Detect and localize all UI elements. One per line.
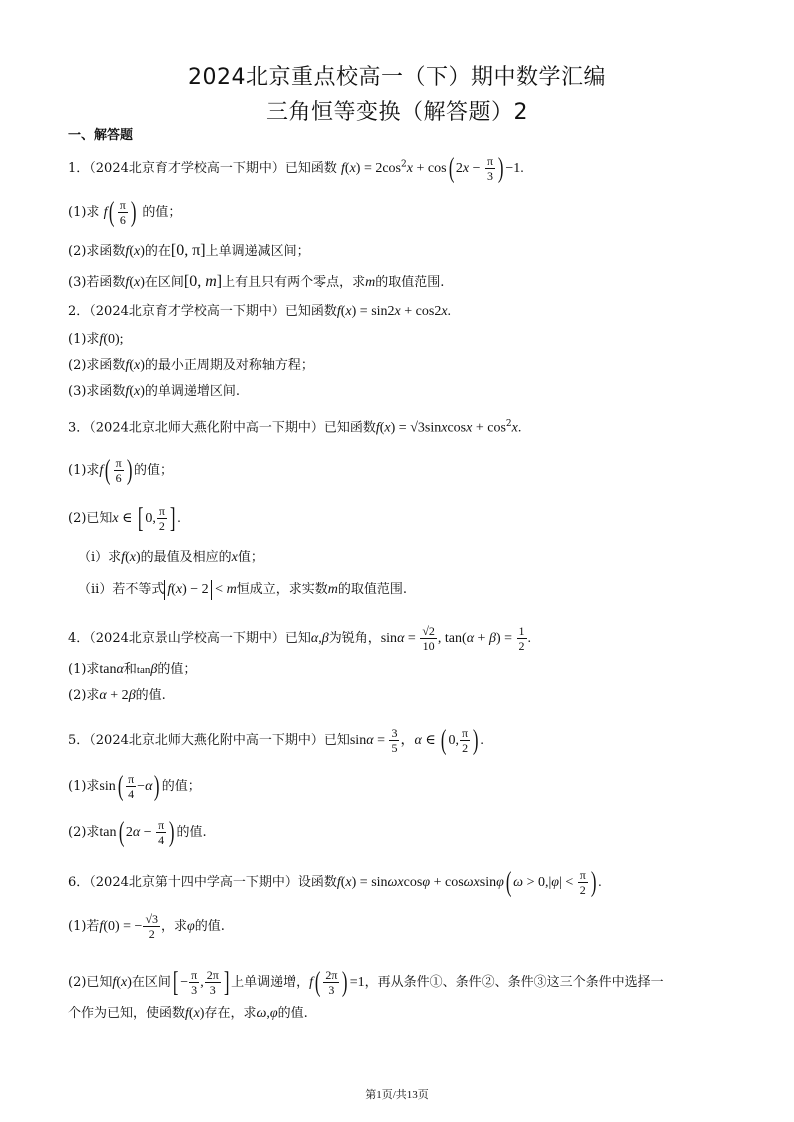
doc-title-line1: 2024北京重点校高一（下）期中数学汇编 (188, 65, 606, 90)
section-heading: 一、解答题 (68, 128, 134, 143)
problem-6-q2-cont: 个作为已知，使函数f(x)存在，求ω,φ的值. (68, 1006, 308, 1021)
problem-1-q3: (3)若函数f(x)在区间[0, m]上有且只有两个零点，求m的取值范围. (68, 273, 445, 290)
problem-1-q2: (2)求函数f(x)的在[0, π]上单调递减区间； (68, 242, 310, 259)
problem-3-q2: (2)已知x ∈ [ 0, $\frac{\pi}{2}$ ] . (68, 502, 181, 534)
problem-1-statement: 1．（2024北京育才学校高一下期中）已知函数 $f(x) = 2\cos^2x + \cos$( 2x − $\frac{\pi}{3}$ ) −1. (68, 152, 524, 184)
p1-formula: f (341, 161, 345, 176)
problem-3-qii: （ii）若不等式 f(x) − 2 < m恒成立，求实数m的取值范围. (78, 580, 407, 600)
problem-6-q2: (2)已知f(x)在区间[ − $\frac{\pi}{3}$ , $\frac{2\pi}{3}$ ] 上单调递增，f( $\frac{2\pi}{3}$ ) =1，再从条件①、条件②、条件③这三个条件中选择一 (68, 966, 664, 998)
p1-intro: 1．（2024北京育才学校高一下期中）已知函数 (68, 161, 337, 176)
problem-6-q1: (1)若f(0) = − $\frac{√3}{2}$ ，求φ的值. (68, 912, 225, 941)
problem-4-statement: 4．（2024北京景山学校高一下期中）已知α,β为锐角，sinα = $\frac{√2}{10}$ , tan(α + β) = $\frac{1}{2}$ . (68, 624, 531, 653)
problem-5-q1: (1)求sin( $\frac{\pi}{4}$ −α) 的值； (68, 770, 201, 802)
problem-5-q2: (2)求tan( 2α − $\frac{\pi}{4}$ ) 的值. (68, 816, 207, 848)
problem-3-statement: 3．（2024北京北师大燕化附中高一下期中）已知函数f(x) = √3sinxcosx + $\cos^2x$. (68, 419, 522, 436)
page-footer: 第1页/共13页 (365, 1089, 429, 1101)
problem-2-q3: (3)求函数f(x)的单调递增区间. (68, 384, 241, 399)
problem-2-q1: (1)求f(0); (68, 332, 124, 347)
problem-4-q2: (2)求α + 2β的值. (68, 688, 166, 703)
problem-2-statement: 2．（2024北京育才学校高一下期中）已知函数f(x) = sin2x + cos2x. (68, 304, 452, 319)
problem-4-q1: (1)求tanα和tanβ的值； (68, 662, 197, 677)
problem-3-qi: （i）求f(x)的最值及相应的x值； (78, 550, 264, 565)
problem-5-statement: 5．（2024北京北师大燕化附中高一下期中）已知sinα = $\frac{3}{5}$ ，α ∈ ( 0, $\frac{\pi}{2}$ ) . (68, 724, 484, 756)
problem-1-q1: (1)求 f( $\frac{\pi}{6}$ ) 的值； (68, 196, 182, 228)
problem-2-q2: (2)求函数f(x)的最小正周期及对称轴方程； (68, 358, 314, 373)
doc-title-line2: 三角恒等变换（解答题）2 (266, 100, 528, 125)
problem-6-statement: 6．（2024北京第十四中学高一下期中）设函数f(x) = sinωxcosφ + cosωxsinφ( ω > 0,|φ| < $\frac{\pi}{2}$ ) . (68, 866, 602, 898)
problem-3-q1: (1)求f( $\frac{\pi}{6}$ ) 的值； (68, 454, 174, 486)
